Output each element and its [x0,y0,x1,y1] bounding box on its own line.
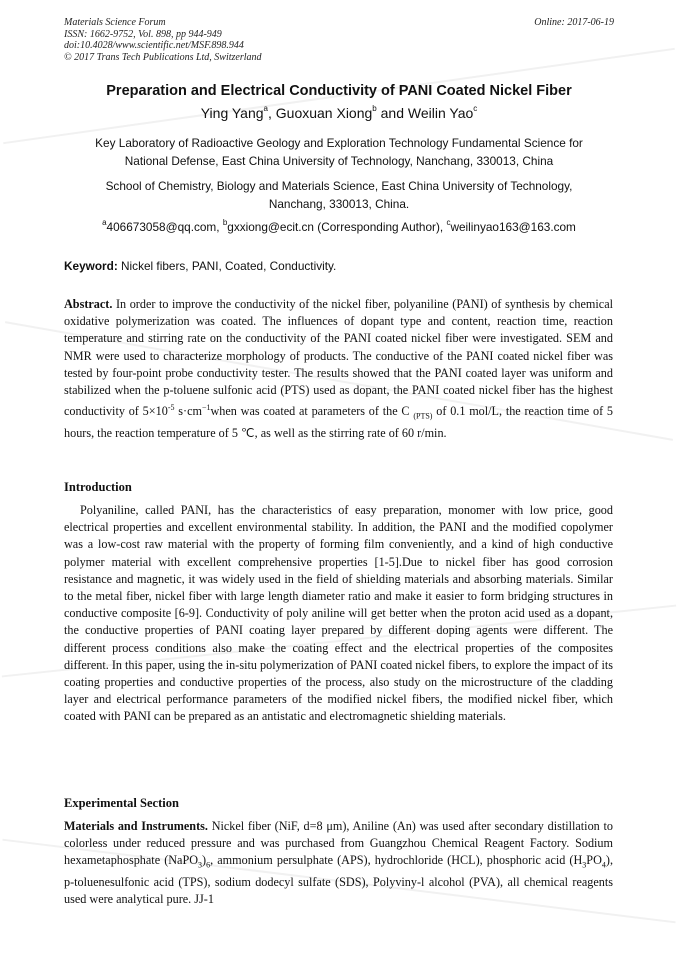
abstract-text: In order to improve the conductivity of the nickel fiber, polyaniline (PANI) of synthesis by chemical oxidative polymerization was coated. The influences of dopant type and content, reaction time, reaction temperature and stirring rate on the conductivity of the PANI coated nickel fiber were investigated. SEM and NMR were used to characterize morphology of products. The conductive of the PANI coated nickel fiber was tested by four-point probe conductivity tester. The results showed that the PANI coated layer was uniform and stabilized when the p-toluene sulfonic acid (PTS) used as dopant, the PANI coated nickel fiber has the highest conductivity of 5×10 [64,297,613,419]
author-superscript: a [263,104,268,114]
abstract-text: of 0.1 mol/L, the reaction time of 5 hours, the reaction temperature of 5 ℃, as well as the stirring rate of 60 r/min. [64,404,614,440]
materials-label: Materials and Instruments. [64,819,208,833]
materials-subscript: 3 [198,860,203,870]
email-superscript: c [446,218,451,227]
materials-subscript: 6 [206,860,211,870]
paper-title: Preparation and Electrical Conductivity of PANI Coated Nickel Fiber [106,83,572,99]
materials-text: , ammonium persulphate (APS), hydrochloride (HCL), phosphoric acid (H [210,853,583,868]
keyword-text: Nickel fibers, PANI, Coated, Conductivity. [117,259,337,273]
author-name: Weilin Yao [407,105,474,121]
abstract-text: when was coated at parameters of the C [210,404,414,419]
journal-header [64,17,262,63]
experimental-heading: Experimental Section [64,796,179,810]
materials-subscript: 4 [601,860,606,870]
affiliation-2: School of Chemistry, Biology and Materials Science, East China University of Technology, Nanchang, 330013, China. [105,179,573,211]
abstract-subscript: (PTS) [413,411,433,421]
email: weilinyao163@163.com [450,219,576,234]
materials-text: Nickel fiber (NiF, d=8 μm), Aniline (An) was used after secondary distillation to colorless under reduced pressure and was purchased from Guangzhou Chemical Reagent Factory. Sodium hexametaphosphate (NaPO [64,819,613,868]
materials-text: PO [586,853,602,868]
journal-name: Materials Science Forum [64,17,166,28]
abstract-exponent: −1 [201,403,211,413]
email-superscript: a [102,218,107,227]
author-separator: and [376,105,408,121]
abstract-exponent: -5 [167,403,175,413]
abstract-text: s·cm [174,404,202,419]
author-separator: , [267,105,276,121]
email: 406673058@qq.com, [106,219,223,234]
introduction-paragraph: Polyaniline, called PANI, has the characteristics of easy preparation, monomer with low price, good electrical properties and excellent environmental stability. In addition, the PANI and the modified copolymer was a low-cost raw material with the property of forming film conveniently, and a kind of high conductive polymer material with excellent comprehensive properties [1-5].Due to nickel fiber has good corrosion resistance and magnetic, it was widely used in the field of shielding materials and absorbing materials. Similar to the metal fiber, nickel fiber with large length diameter ratio and make it easier to form bridging structures in conductive composite [6-9]. Conductivity of poly aniline will get better when the proton acid used as a dopant, the conductive properties of PANI coating layer prepared by different doping agents were different. The different process conditions also make the coating effect and the electrical properties of the composites different. In this paper, using the in-situ polymerization of PANI coated nickel fibers, to explore the impact of its coating properties and conductive properties of the process, also study on the microstructure of the cladding layer and electrical performance parameters of the modified nickel fibers, the modified nickel fiber, which coated with PANI can be prepared as an antistatic and electromagnetic shielding materials. [64,503,613,724]
copyright-line: © 2017 Trans Tech Publications Ltd, Switzerland [64,51,262,63]
introduction-heading: Introduction [64,480,132,494]
email-superscript: b [222,218,228,227]
email: gxxiong@ecit.cn (Corresponding Author), [227,219,447,234]
online-date: Online: 2017-06-19 [534,17,614,28]
abstract-paragraph [64,296,613,442]
materials-text: ) [202,853,207,868]
author-superscript: c [473,104,478,114]
doi-line: doi:10.4028/www.scientific.net/MSF.898.944 [64,40,244,51]
abstract-label: Abstract. [64,297,113,311]
materials-text: ), p-toluenesulfonic acid (TPS), sodium dodecyl sulfate (SDS), Polyviny-l alcohol (PVA), all chemical reagents used were analytical pure. JJ-1 [64,853,613,907]
author-list [0,105,678,121]
author-emails [0,219,678,234]
keywords [64,259,336,273]
author-name: Guoxuan Xiong [275,105,373,121]
materials-subscript: 3 [582,860,587,870]
keyword-label: Keyword: [64,259,118,273]
materials-paragraph [64,818,613,908]
author-superscript: b [372,104,377,114]
author-name: Ying Yang [200,105,264,121]
affiliation-1: Key Laboratory of Radioactive Geology and Exploration Technology Fundamental Science for National Defense, East China University of Technology, Nanchang, 330013, China [95,136,583,168]
issn-line: ISSN: 1662-9752, Vol. 898, pp 944-949 [64,28,222,40]
